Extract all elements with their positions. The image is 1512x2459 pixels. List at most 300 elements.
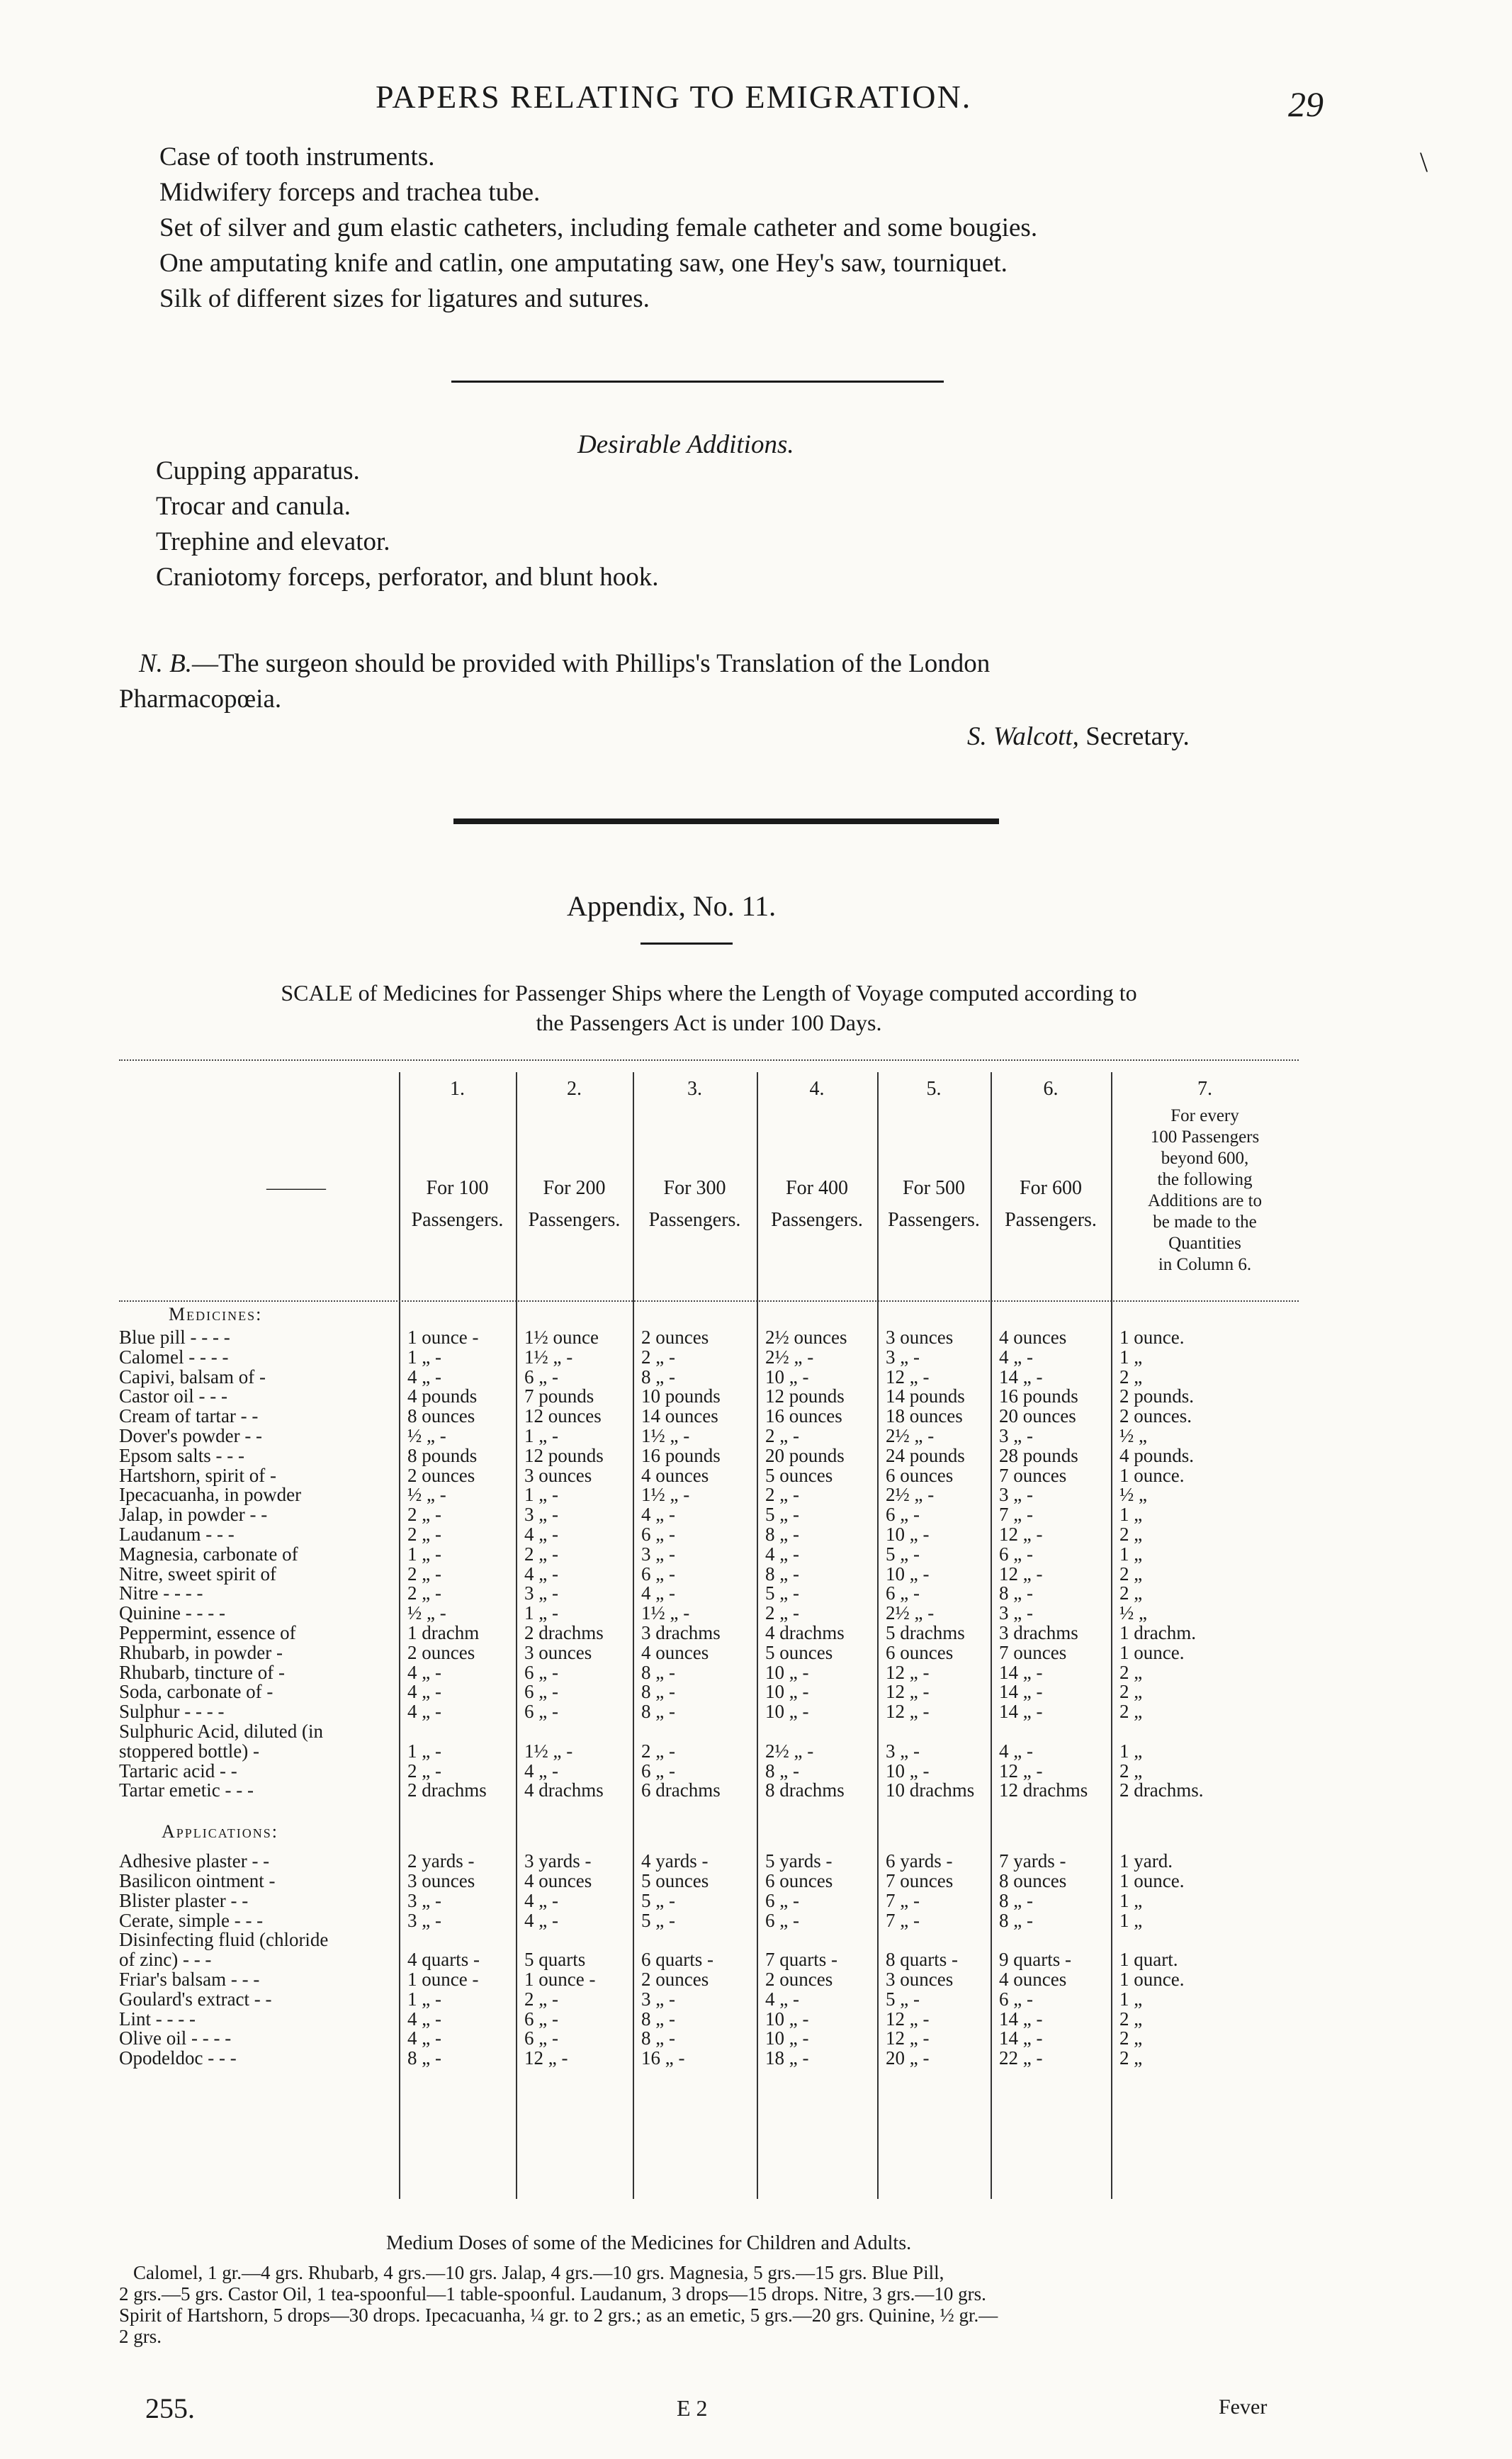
table-cell: 2½ ounces	[765, 1327, 847, 1348]
margin-mark: \	[1420, 146, 1428, 178]
table-cell: 6 „ -	[886, 1582, 920, 1604]
table-cell: 4 „ -	[765, 1988, 799, 2010]
table-cell: 12 pounds	[765, 1385, 845, 1407]
footer-number: 255.	[145, 2392, 195, 2424]
table-cell: 6 „ -	[999, 1543, 1033, 1565]
table-cell: 7 „ -	[886, 1909, 920, 1931]
table-cell: 3 „ -	[641, 1543, 675, 1565]
row-label: Hartshorn, spirit of -	[119, 1464, 276, 1486]
table-cell: 28 pounds	[999, 1444, 1078, 1466]
row-label: Tartaric acid - -	[119, 1760, 237, 1782]
section-label-medicines: Medicines:	[169, 1304, 263, 1324]
table-cell: 3 yards -	[524, 1850, 592, 1872]
row-label: of zinc) - - -	[119, 1949, 212, 1971]
column-number: 6.	[1043, 1078, 1059, 1100]
table-cell: 6 ounces	[886, 1464, 954, 1486]
row-label: Epsom salts - - -	[119, 1444, 244, 1466]
row-label: Basilicon ointment -	[119, 1870, 276, 1891]
table-cell: 1 „ -	[407, 1346, 441, 1368]
doses-text	[119, 2262, 1299, 2347]
table-cell: 7 „ -	[886, 1889, 920, 1911]
table-cell: 8 „ -	[999, 1889, 1033, 1911]
table-cell: 10 „ -	[765, 1661, 809, 1683]
table-cell: 14 „ -	[999, 2027, 1043, 2049]
table-cell: 2 ounces.	[1119, 1405, 1192, 1427]
row-label: Disinfecting fluid (chloride	[119, 1929, 329, 1951]
row-label: Cream of tartar - -	[119, 1405, 259, 1427]
table-cell: 18 ounces	[886, 1405, 963, 1427]
table-cell: 7 ounces	[999, 1641, 1067, 1663]
table-cell: 4 drachms	[524, 1779, 604, 1801]
table-cell: 6 „ -	[524, 1366, 558, 1388]
table-cell: 4 „ -	[641, 1504, 675, 1526]
table-cell: 1 drachm	[407, 1622, 480, 1643]
column-heading: For 300	[663, 1177, 726, 1199]
row-label: Soda, carbonate of -	[119, 1681, 273, 1703]
table-cell: 8 „ -	[641, 2008, 675, 2030]
note-text: —The surgeon should be provided with Phillips's Translation of the London	[192, 649, 991, 678]
table-cell: 1 „ -	[524, 1602, 558, 1624]
column-heading: Quantities	[1168, 1234, 1241, 1253]
table-cell: ½ „	[1119, 1484, 1147, 1506]
column-rule	[633, 1072, 634, 2199]
column-rule	[516, 1072, 517, 2199]
table-cell: 2 ounces	[641, 1327, 709, 1348]
table-cell: 1 ounce -	[407, 1327, 479, 1348]
table-cell: 4 ounces	[641, 1464, 709, 1486]
row-label: Nitre - - - -	[119, 1582, 203, 1604]
table-cell: 4 „ -	[524, 1909, 558, 1931]
list-item: One amputating knife and catlin, one amputating saw, one Hey's saw, tourniquet.	[159, 249, 1008, 278]
row-label: stoppered bottle) -	[119, 1740, 259, 1762]
table-cell: 8 „ -	[641, 1366, 675, 1388]
table-cell: 10 „ -	[886, 1760, 930, 1782]
table-cell: 3 „ -	[999, 1602, 1033, 1624]
column-heading: For every	[1170, 1106, 1239, 1125]
note-label: N. B.	[139, 649, 193, 678]
table-cell: 4 pounds	[407, 1385, 478, 1407]
table-cell: 1½ ounce	[524, 1327, 599, 1348]
table-cell: 14 „ -	[999, 1661, 1043, 1683]
table-cell: 2 drachms	[524, 1622, 604, 1643]
table-cell: 3 drachms	[999, 1622, 1078, 1643]
table-cell: 2 „ -	[524, 1988, 558, 2010]
table-cell: 1 „ -	[407, 1740, 441, 1762]
table-cell: 2 „ -	[765, 1484, 799, 1506]
table-cell: 1 „	[1119, 1909, 1143, 1931]
row-label: Adhesive plaster - -	[119, 1850, 270, 1872]
table-cell: 2 „ -	[407, 1582, 441, 1604]
column-heading: For 500	[903, 1177, 965, 1199]
table-cell: 12 „ -	[886, 2008, 930, 2030]
signature-title: Secretary.	[1085, 722, 1190, 751]
table-cell: 4 „ -	[641, 1582, 675, 1604]
table-cell: 4 „ -	[407, 1681, 441, 1703]
table-cell: 5 „ -	[641, 1909, 675, 1931]
table-cell: 16 ounces	[765, 1405, 842, 1427]
table-cell: 8 „ -	[641, 1701, 675, 1723]
list-item: Cupping apparatus.	[156, 456, 360, 485]
table-cell: 2½ „ -	[765, 1346, 814, 1368]
table-cell: 14 „ -	[999, 1681, 1043, 1703]
table-cell: 1 „ -	[524, 1425, 558, 1446]
table-cell: 6 drachms	[641, 1779, 721, 1801]
table-cell: 12 „ -	[524, 2047, 568, 2069]
table-cell: 2 pounds.	[1119, 1385, 1195, 1407]
blank-header: ———	[266, 1177, 326, 1199]
table-cell: 8 „ -	[641, 1661, 675, 1683]
table-cell: 14 pounds	[886, 1385, 965, 1407]
column-heading: For 100	[426, 1177, 489, 1199]
table-top-rule	[119, 1059, 1299, 1061]
table-cell: 2½ „ -	[765, 1740, 814, 1762]
table-cell: 8 quarts -	[886, 1949, 958, 1971]
table-cell: 2 „ -	[524, 1543, 558, 1565]
table-cell: 3 ounces	[524, 1464, 592, 1486]
table-cell: 3 ounces	[886, 1969, 954, 1990]
table-cell: 8 pounds	[407, 1444, 478, 1466]
table-cell: 10 „ -	[765, 2027, 809, 2049]
column-number: 2.	[567, 1078, 582, 1100]
column-heading: For 400	[786, 1177, 848, 1199]
column-number: 7.	[1197, 1078, 1212, 1100]
table-cell: 3 „ -	[999, 1425, 1033, 1446]
table-cell: 2 „	[1119, 1701, 1143, 1723]
table-cell: 4 pounds.	[1119, 1444, 1195, 1466]
list-item: Silk of different sizes for ligatures and sutures.	[159, 284, 650, 313]
table-cell: 2 „ -	[765, 1425, 799, 1446]
table-cell: 1 yard.	[1119, 1850, 1173, 1872]
row-label: Sulphur - - - -	[119, 1701, 225, 1723]
table-cell: 8 „ -	[765, 1524, 799, 1545]
table-cell: 12 „ -	[886, 1681, 930, 1703]
row-label: Friar's balsam - - -	[119, 1969, 260, 1990]
table-cell: 2 „	[1119, 2008, 1143, 2030]
table-cell: 2 ounces	[407, 1641, 475, 1663]
column-heading: Passengers.	[411, 1209, 504, 1231]
table-cell: 1 ounce.	[1119, 1327, 1185, 1348]
table-cell: 1½ „ -	[524, 1346, 573, 1368]
table-cell: 10 pounds	[641, 1385, 721, 1407]
row-label: Opodeldoc - - -	[119, 2047, 237, 2069]
table-cell: 1 „	[1119, 1889, 1143, 1911]
table-cell: 24 pounds	[886, 1444, 965, 1466]
table-cell: 7 ounces	[886, 1870, 954, 1891]
table-cell: 8 „ -	[765, 1760, 799, 1782]
column-heading: be made to the	[1153, 1212, 1257, 1232]
table-cell: 1 „	[1119, 1543, 1143, 1565]
table-cell: 20 pounds	[765, 1444, 845, 1466]
table-cell: 6 quarts -	[641, 1949, 713, 1971]
column-heading: Passengers.	[771, 1209, 863, 1231]
table-cell: 8 „ -	[407, 2047, 441, 2069]
table-cell: 5 ounces	[765, 1641, 833, 1663]
table-cell: 8 „ -	[641, 1681, 675, 1703]
table-cell: 7 quarts -	[765, 1949, 837, 1971]
table-cell: 2 ounces	[765, 1969, 833, 1990]
doses-line: 2 grs.	[119, 2326, 162, 2347]
table-cell: 8 „ -	[999, 1582, 1033, 1604]
table-cell: 6 „ -	[524, 1701, 558, 1723]
table-cell: 16 pounds	[641, 1444, 721, 1466]
table-cell: 4 „ -	[524, 1760, 558, 1782]
table-cell: 5 „ -	[765, 1504, 799, 1526]
table-cell: 2½ „ -	[886, 1425, 935, 1446]
row-label: Castor oil - - -	[119, 1385, 227, 1407]
list-item: Midwifery forceps and trachea tube.	[159, 178, 541, 207]
table-cell: 12 drachms	[999, 1779, 1088, 1801]
table-cell: 1 ounce.	[1119, 1641, 1185, 1663]
doses-line: Calomel, 1 gr.—4 grs. Rhubarb, 4 grs.—10 grs. Jalap, 4 grs.—10 grs. Magnesia, 5 grs.—15 grs. Blue Pill,	[133, 2262, 944, 2283]
table-cell: 14 ounces	[641, 1405, 718, 1427]
table-cell: 8 drachms	[765, 1779, 845, 1801]
table-cell: 8 „ -	[999, 1909, 1033, 1931]
table-cell: 4 ounces	[641, 1641, 709, 1663]
table-cell: 16 „ -	[641, 2047, 685, 2069]
table-cell: 10 drachms	[886, 1779, 975, 1801]
table-cell: ½ „	[1119, 1602, 1147, 1624]
table-cell: 4 „ -	[765, 1543, 799, 1565]
column-heading: For 600	[1020, 1177, 1082, 1199]
additions-heading: Desirable Additions.	[577, 430, 794, 459]
table-cell: 6 „ -	[641, 1524, 675, 1545]
table-cell: 12 „ -	[886, 2027, 930, 2049]
row-label: Sulphuric Acid, diluted (in	[119, 1721, 323, 1742]
table-cell: 12 „ -	[999, 1760, 1043, 1782]
row-label: Rhubarb, tincture of -	[119, 1661, 285, 1683]
table-cell: 1 drachm.	[1119, 1622, 1196, 1643]
table-cell: 7 yards -	[999, 1850, 1066, 1872]
row-label: Blue pill - - - -	[119, 1327, 230, 1348]
row-label: Tartar emetic - - -	[119, 1779, 254, 1801]
row-label: Lint - - - -	[119, 2008, 196, 2030]
table-cell: 2 „ -	[641, 1740, 675, 1762]
column-number: 5.	[926, 1078, 942, 1100]
row-label: Magnesia, carbonate of	[119, 1543, 298, 1565]
instrument-list	[159, 140, 1037, 317]
table-cell: 4 drachms	[765, 1622, 845, 1643]
table-cell: 8 ounces	[407, 1405, 475, 1427]
table-cell: 3 „ -	[999, 1484, 1033, 1506]
table-cell: 12 ounces	[524, 1405, 602, 1427]
thick-divider	[453, 818, 999, 824]
column-heading: in Column 6.	[1158, 1255, 1252, 1274]
table-cell: 6 „ -	[524, 2008, 558, 2030]
table-cell: 2 „ -	[407, 1563, 441, 1585]
table-cell: 4 ounces	[999, 1327, 1067, 1348]
signature-name: S. Walcott,	[967, 722, 1079, 751]
list-item: Trephine and elevator.	[156, 527, 390, 556]
row-label: Laudanum - - -	[119, 1524, 235, 1545]
column-heading: Additions are to	[1147, 1191, 1263, 1210]
table-cell: 14 „ -	[999, 2008, 1043, 2030]
table-cell: 12 „ -	[999, 1524, 1043, 1545]
row-label: Olive oil - - - -	[119, 2027, 232, 2049]
table-cell: 2 yards -	[407, 1850, 475, 1872]
column-rule	[991, 1072, 992, 2199]
table-cell: 3 ounces	[886, 1327, 954, 1348]
table-cell: 12 „ -	[886, 1366, 930, 1388]
table-cell: 5 yards -	[765, 1850, 833, 1872]
list-item: Case of tooth instruments.	[159, 142, 435, 171]
table-cell: 12 „ -	[886, 1701, 930, 1723]
table-cell: 1 „ -	[524, 1484, 558, 1506]
table-cell: 6 „ -	[524, 2027, 558, 2049]
table-cell: 10 „ -	[886, 1563, 930, 1585]
medicine-scale-table	[119, 1059, 1299, 2193]
row-label: Capivi, balsam of -	[119, 1366, 266, 1388]
table-cell: 1½ „ -	[641, 1484, 690, 1506]
row-label: Peppermint, essence of	[119, 1622, 296, 1643]
table-cell: 2 ounces	[641, 1969, 709, 1990]
column-rule	[877, 1072, 879, 2199]
table-cell: 2 drachms.	[1119, 1779, 1204, 1801]
header-rule	[119, 1300, 1299, 1302]
table-cell: 5 „ -	[886, 1543, 920, 1565]
table-cell: 5 drachms	[886, 1622, 965, 1643]
row-label: Dover's powder - -	[119, 1425, 263, 1446]
table-cell: 5 ounces	[641, 1870, 709, 1891]
table-cell: 1 ounce.	[1119, 1870, 1185, 1891]
table-cell: 1 ounce.	[1119, 1464, 1185, 1486]
doses-title: Medium Doses of some of the Medicines for Children and Adults.	[386, 2232, 912, 2254]
table-cell: 1 quart.	[1119, 1949, 1178, 1971]
row-label: Calomel - - - -	[119, 1346, 229, 1368]
table-cell: 2 „	[1119, 2047, 1143, 2069]
column-heading: the following	[1157, 1170, 1253, 1189]
table-cell: 20 „ -	[886, 2047, 930, 2069]
table-cell: 6 yards -	[886, 1850, 953, 1872]
note	[119, 646, 1299, 717]
table-cell: 1 ounce -	[524, 1969, 596, 1990]
row-label: Rhubarb, in powder -	[119, 1641, 283, 1663]
table-cell: 2½ „ -	[886, 1484, 935, 1506]
table-cell: 6 „ -	[524, 1681, 558, 1703]
column-heading: Passengers.	[1005, 1209, 1097, 1231]
table-cell: 3 „ -	[886, 1346, 920, 1368]
signature	[967, 719, 1190, 755]
table-cell: 3 drachms	[641, 1622, 721, 1643]
table-cell: 5 quarts	[524, 1949, 586, 1971]
table-cell: 1½ „ -	[524, 1740, 573, 1762]
table-cell: 2 „ -	[407, 1504, 441, 1526]
table-cell: 6 „ -	[765, 1889, 799, 1911]
table-cell: ½ „ -	[407, 1484, 446, 1506]
column-rule	[757, 1072, 758, 2199]
table-cell: 1 „	[1119, 1346, 1143, 1368]
column-heading: beyond 600,	[1161, 1149, 1249, 1168]
column-heading: Passengers.	[528, 1209, 621, 1231]
table-cell: 6 ounces	[765, 1870, 833, 1891]
column-number: 3.	[687, 1078, 702, 1100]
table-cell: 1 „	[1119, 1988, 1143, 2010]
table-cell: 2 „ -	[407, 1524, 441, 1545]
table-cell: 1 ounce.	[1119, 1969, 1185, 1990]
table-cell: 1 „ -	[407, 1543, 441, 1565]
table-cell: 4 „ -	[407, 1661, 441, 1683]
additions-list	[156, 454, 659, 595]
table-cell: 1 „	[1119, 1504, 1143, 1526]
table-cell: 4 „ -	[999, 1346, 1033, 1368]
table-cell: 1 „	[1119, 1740, 1143, 1762]
caption-line: the Passengers Act is under 100 Days.	[536, 1010, 882, 1035]
table-cell: 6 „ -	[886, 1504, 920, 1526]
table-cell: 2 „	[1119, 1524, 1143, 1545]
section-label-applications: Applications:	[162, 1821, 279, 1842]
table-cell: 2 „	[1119, 2027, 1143, 2049]
appendix-heading: Appendix, No. 11.	[567, 890, 777, 922]
table-cell: ½ „	[1119, 1425, 1147, 1446]
table-cell: 12 „ -	[999, 1563, 1043, 1585]
column-heading: Passengers.	[888, 1209, 980, 1231]
list-item: Craniotomy forceps, perforator, and blunt hook.	[156, 563, 659, 592]
row-label: Goulard's extract - -	[119, 1988, 272, 2010]
table-cell: 3 ounces	[524, 1641, 592, 1663]
table-cell: 3 „ -	[886, 1740, 920, 1762]
column-number: 4.	[809, 1078, 825, 1100]
table-cell: 12 pounds	[524, 1444, 604, 1466]
table-cell: 4 „ -	[999, 1740, 1033, 1762]
table-cell: 6 „ -	[999, 1988, 1033, 2010]
table-cell: 10 „ -	[765, 2008, 809, 2030]
table-cell: 4 „ -	[524, 1524, 558, 1545]
row-label: Nitre, sweet spirit of	[119, 1563, 276, 1585]
table-cell: 6 „ -	[641, 1760, 675, 1782]
table-cell: 2 „	[1119, 1563, 1143, 1585]
table-cell: 5 ounces	[765, 1464, 833, 1486]
table-caption	[119, 978, 1299, 1037]
column-heading: For 200	[543, 1177, 606, 1199]
table-cell: 2½ „ -	[886, 1602, 935, 1624]
table-cell: 4 „ -	[524, 1889, 558, 1911]
signature-mark: E 2	[677, 2395, 708, 2421]
table-cell: 8 „ -	[765, 1563, 799, 1585]
list-item: Set of silver and gum elastic catheters, including female catheter and some bougies.	[159, 213, 1038, 242]
table-cell: 4 „ -	[407, 1366, 441, 1388]
table-cell: 8 „ -	[641, 2027, 675, 2049]
table-cell: 4 „ -	[524, 1563, 558, 1585]
table-cell: 2 „ -	[765, 1602, 799, 1624]
table-cell: 20 ounces	[999, 1405, 1076, 1427]
table-cell: 10 „ -	[765, 1681, 809, 1703]
column-number: 1.	[450, 1078, 465, 1100]
table-cell: 9 quarts -	[999, 1949, 1071, 1971]
table-cell: 7 pounds	[524, 1385, 594, 1407]
table-cell: 7 „ -	[999, 1504, 1033, 1526]
table-cell: 3 „ -	[641, 1988, 675, 2010]
table-cell: 1½ „ -	[641, 1425, 690, 1446]
divider-rule	[451, 381, 944, 383]
table-cell: 4 ounces	[524, 1870, 592, 1891]
table-cell: 3 „ -	[524, 1504, 558, 1526]
table-cell: 1 „ -	[407, 1988, 441, 2010]
table-cell: 4 quarts -	[407, 1949, 480, 1971]
table-cell: 6 „ -	[641, 1563, 675, 1585]
note-text-cont: Pharmacopœia.	[119, 685, 282, 714]
caption-line: SCALE of Medicines for Passenger Ships where the Length of Voyage computed according to	[281, 980, 1137, 1006]
table-cell: 22 „ -	[999, 2047, 1043, 2069]
table-cell: 2 „	[1119, 1681, 1143, 1703]
table-cell: 4 „ -	[407, 2027, 441, 2049]
table-cell: 10 „ -	[765, 1701, 809, 1723]
catchword: Fever	[1219, 2395, 1268, 2419]
table-cell: 2 „ -	[407, 1760, 441, 1782]
table-cell: 3 „ -	[407, 1889, 441, 1911]
table-cell: 2 „ -	[641, 1346, 675, 1368]
row-label: Jalap, in powder - -	[119, 1504, 268, 1526]
table-cell: 2 ounces	[407, 1464, 475, 1486]
heading-underline	[641, 942, 733, 945]
